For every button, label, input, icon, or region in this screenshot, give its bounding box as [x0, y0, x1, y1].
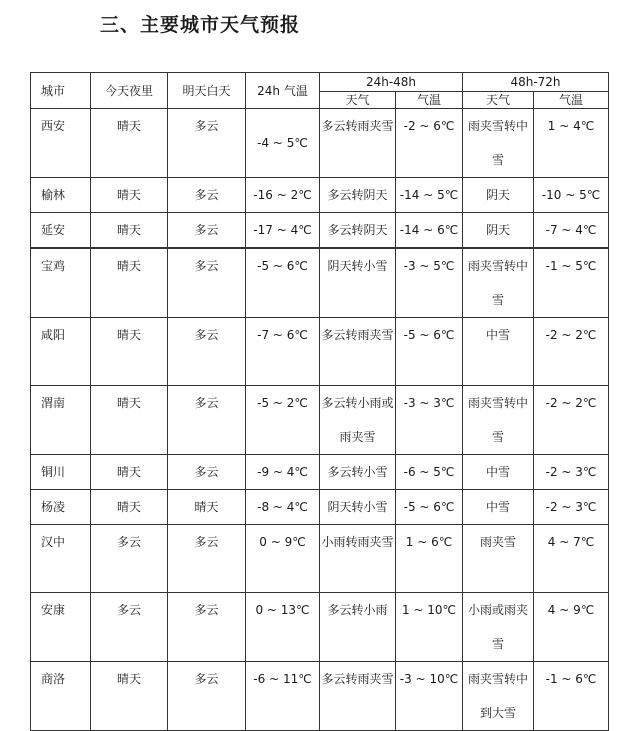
- weather-72h: 雨夹雪转中雪: [463, 248, 534, 318]
- temp-24h: -5 ~ 6℃: [246, 248, 320, 318]
- table-row: [31, 386, 609, 455]
- tomorrow-weather: 多云: [168, 386, 246, 455]
- temp-48h: -6 ~ 5℃: [396, 455, 463, 490]
- forecast-table: [30, 72, 609, 731]
- table-row: [31, 248, 609, 318]
- temp-48h: 1 ~ 10℃: [396, 593, 463, 662]
- tonight-weather: 晴天: [91, 386, 168, 455]
- header-city: 城市: [31, 73, 91, 109]
- temp-24h: -8 ~ 4℃: [246, 490, 320, 525]
- temp-48h: -14 ~ 6℃: [396, 213, 463, 249]
- tonight-weather: 晴天: [91, 213, 168, 249]
- temp-24h: 0 ~ 9℃: [246, 525, 320, 593]
- temp-72h: 1 ~ 4℃: [534, 109, 609, 178]
- temp-48h: -3 ~ 3℃: [396, 386, 463, 455]
- weather-48h: 多云转小雨或雨夹雪: [320, 386, 396, 455]
- tonight-weather: 多云: [91, 525, 168, 593]
- header-tomorrow: 明天白天: [168, 73, 246, 109]
- temp-72h: -2 ~ 2℃: [534, 318, 609, 386]
- temp-72h: -1 ~ 6℃: [534, 662, 609, 731]
- weather-48h: 多云转雨夹雪: [320, 318, 396, 386]
- weather-72h: 中雪: [463, 318, 534, 386]
- tomorrow-weather: 多云: [168, 593, 246, 662]
- city-name: 延安: [31, 213, 91, 249]
- weather-48h: 多云转阴天: [320, 178, 396, 213]
- header-48-72h: 48h-72h: [463, 73, 609, 92]
- weather-72h: 雨夹雪: [463, 525, 534, 593]
- city-name: 杨凌: [31, 490, 91, 525]
- weather-48h: 小雨转雨夹雪: [320, 525, 396, 593]
- weather-48h: 阴天转小雪: [320, 490, 396, 525]
- tonight-weather: 晴天: [91, 455, 168, 490]
- city-name: 咸阳: [31, 318, 91, 386]
- header-weather-48h: 天气: [320, 92, 396, 109]
- tonight-weather: 多云: [91, 593, 168, 662]
- table-row: [31, 662, 609, 731]
- tonight-weather: 晴天: [91, 109, 168, 178]
- city-name: 安康: [31, 593, 91, 662]
- header-temp-24h: 24h 气温: [246, 73, 320, 109]
- tonight-weather: 晴天: [91, 662, 168, 731]
- weather-48h: 多云转小雨: [320, 593, 396, 662]
- table-row: [31, 213, 609, 249]
- temp-72h: -2 ~ 3℃: [534, 455, 609, 490]
- temp-48h: -5 ~ 6℃: [396, 318, 463, 386]
- city-name: 西安: [31, 109, 91, 178]
- table-row: [31, 178, 609, 213]
- weather-48h: 多云转阴天: [320, 213, 396, 249]
- tomorrow-weather: 晴天: [168, 490, 246, 525]
- weather-72h: 雨夹雪转中雪: [463, 109, 534, 178]
- tomorrow-weather: 多云: [168, 109, 246, 178]
- tomorrow-weather: 多云: [168, 213, 246, 249]
- page-title: 三、主要城市天气预报: [100, 14, 301, 36]
- temp-48h: -14 ~ 5℃: [396, 178, 463, 213]
- weather-72h: 小雨或雨夹雪: [463, 593, 534, 662]
- table-row: [31, 593, 609, 662]
- header-weather-72h: 天气: [463, 92, 534, 109]
- city-name: 渭南: [31, 386, 91, 455]
- temp-24h: -17 ~ 4℃: [246, 213, 320, 249]
- city-name: 榆林: [31, 178, 91, 213]
- table-row: [31, 490, 609, 525]
- temp-48h: 1 ~ 6℃: [396, 525, 463, 593]
- tomorrow-weather: 多云: [168, 662, 246, 731]
- table-row: [31, 318, 609, 386]
- city-name: 汉中: [31, 525, 91, 593]
- temp-24h: 0 ~ 13℃: [246, 593, 320, 662]
- header-row-1: [31, 73, 609, 92]
- header-temp-48h: 气温: [396, 92, 463, 109]
- header-temp-72h: 气温: [534, 92, 609, 109]
- weather-72h: 中雪: [463, 490, 534, 525]
- tomorrow-weather: 多云: [168, 455, 246, 490]
- header-tonight: 今天夜里: [91, 73, 168, 109]
- tonight-weather: 晴天: [91, 490, 168, 525]
- temp-72h: -2 ~ 2℃: [534, 386, 609, 455]
- weather-72h: 雨夹雪转中到大雪: [463, 662, 534, 731]
- weather-72h: 阴天: [463, 178, 534, 213]
- temp-24h: -16 ~ 2℃: [246, 178, 320, 213]
- table-row: [31, 525, 609, 593]
- temp-48h: -3 ~ 5℃: [396, 248, 463, 318]
- temp-48h: -2 ~ 6℃: [396, 109, 463, 178]
- weather-48h: 多云转雨夹雪: [320, 662, 396, 731]
- tomorrow-weather: 多云: [168, 525, 246, 593]
- temp-72h: -7 ~ 4℃: [534, 213, 609, 249]
- temp-72h: 4 ~ 9℃: [534, 593, 609, 662]
- tomorrow-weather: 多云: [168, 318, 246, 386]
- temp-72h: 4 ~ 7℃: [534, 525, 609, 593]
- temp-24h: -9 ~ 4℃: [246, 455, 320, 490]
- temp-24h: -7 ~ 6℃: [246, 318, 320, 386]
- tonight-weather: 晴天: [91, 178, 168, 213]
- temp-72h: -1 ~ 5℃: [534, 248, 609, 318]
- weather-72h: 中雪: [463, 455, 534, 490]
- table-row: [31, 455, 609, 490]
- header-24-48h: 24h-48h: [320, 73, 463, 92]
- tomorrow-weather: 多云: [168, 248, 246, 318]
- temp-48h: -3 ~ 10℃: [396, 662, 463, 731]
- tonight-weather: 晴天: [91, 248, 168, 318]
- city-name: 商洛: [31, 662, 91, 731]
- temp-24h: -4 ~ 5℃: [246, 109, 320, 178]
- weather-48h: 多云转雨夹雪: [320, 109, 396, 178]
- tonight-weather: 晴天: [91, 318, 168, 386]
- temp-72h: -2 ~ 3℃: [534, 490, 609, 525]
- city-name: 宝鸡: [31, 248, 91, 318]
- weather-48h: 阴天转小雪: [320, 248, 396, 318]
- temp-48h: -5 ~ 6℃: [396, 490, 463, 525]
- weather-72h: 雨夹雪转中雪: [463, 386, 534, 455]
- tomorrow-weather: 多云: [168, 178, 246, 213]
- weather-72h: 阴天: [463, 213, 534, 249]
- temp-72h: -10 ~ 5℃: [534, 178, 609, 213]
- temp-24h: -6 ~ 11℃: [246, 662, 320, 731]
- city-name: 铜川: [31, 455, 91, 490]
- table-row: [31, 109, 609, 178]
- temp-24h: -5 ~ 2℃: [246, 386, 320, 455]
- weather-48h: 多云转小雪: [320, 455, 396, 490]
